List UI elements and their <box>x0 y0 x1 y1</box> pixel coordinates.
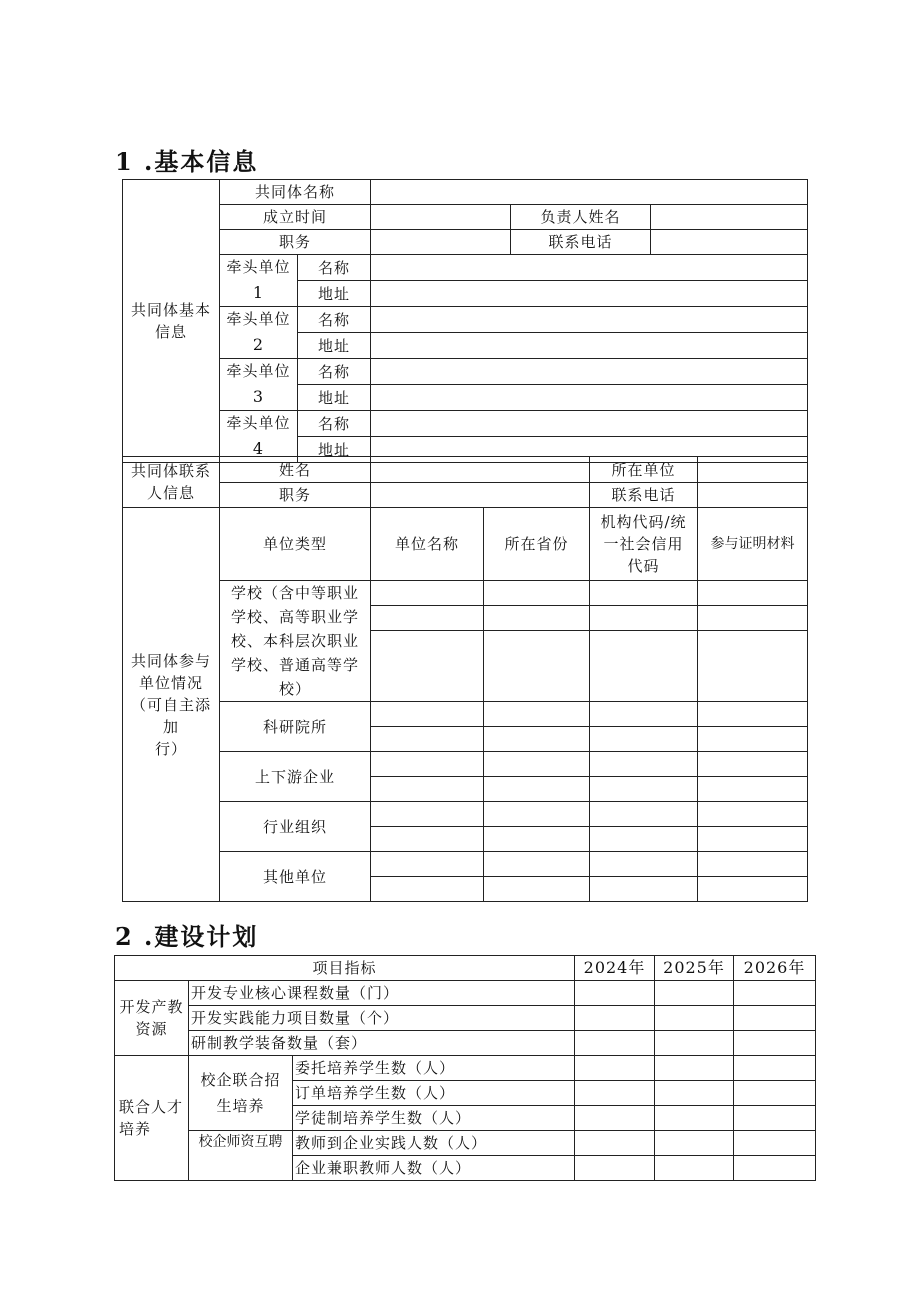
community-name-label: 共同体名称 <box>220 180 371 205</box>
lead-unit-3-address-field[interactable] <box>371 385 808 411</box>
lead-unit-4-name-label: 名称 <box>298 411 371 437</box>
table-cell[interactable] <box>371 827 484 852</box>
table-cell[interactable] <box>575 1056 655 1081</box>
table-cell[interactable] <box>698 802 808 827</box>
indicator-core-courses: 开发专业核心课程数量（门） <box>189 981 575 1006</box>
construction-plan-table <box>114 955 816 1181</box>
contact-phone-field[interactable] <box>651 230 808 255</box>
section1-heading: 1 .基本信息 <box>115 147 259 176</box>
contact-phone2-label: 联系电话 <box>590 483 698 508</box>
year-2026: 2026年 <box>734 956 816 981</box>
contact-name-label: 姓名 <box>220 457 371 483</box>
table-cell[interactable] <box>698 606 808 631</box>
sub-joint-enrollment: 校企联合招生培养 <box>189 1056 293 1131</box>
table-cell[interactable] <box>371 581 484 606</box>
lead-unit-4-name-field[interactable] <box>371 411 808 437</box>
indicator-order-students: 订单培养学生数（人） <box>293 1081 575 1106</box>
col-unit-type: 单位类型 <box>220 508 371 581</box>
table-cell[interactable] <box>484 777 590 802</box>
table-cell[interactable] <box>575 1156 655 1181</box>
contact-phone2-field[interactable] <box>698 483 808 508</box>
table-cell[interactable] <box>484 581 590 606</box>
indicator-practice-projects: 开发实践能力项目数量（个） <box>189 1006 575 1031</box>
lead-unit-4-label: 牵头单位 4 <box>220 411 298 463</box>
table-cell[interactable] <box>371 852 484 877</box>
table-cell[interactable] <box>484 827 590 852</box>
unit-type-research: 科研院所 <box>220 702 371 752</box>
table-cell[interactable] <box>734 1006 816 1031</box>
basic-info-table <box>122 179 808 463</box>
table-cell[interactable] <box>371 877 484 902</box>
lead-unit-3-address-label: 地址 <box>298 385 371 411</box>
table-cell[interactable] <box>698 852 808 877</box>
table-cell[interactable] <box>484 727 590 752</box>
table-cell[interactable] <box>371 802 484 827</box>
established-date-label: 成立时间 <box>220 205 371 230</box>
indicator-commissioned-students: 委托培养学生数（人） <box>293 1056 575 1081</box>
table-cell[interactable] <box>698 702 808 727</box>
contact-position-label: 职务 <box>220 483 371 508</box>
table-cell[interactable] <box>590 752 698 777</box>
table-cell[interactable] <box>590 702 698 727</box>
table-cell[interactable] <box>734 981 816 1006</box>
col-province: 所在省份 <box>484 508 590 581</box>
indicator-apprentice-students: 学徒制培养学生数（人） <box>293 1106 575 1131</box>
table-cell[interactable] <box>371 702 484 727</box>
table-cell[interactable] <box>655 1131 734 1156</box>
basic-info-group-label: 共同体基本信息 <box>123 180 220 463</box>
table-cell[interactable] <box>590 727 698 752</box>
table-cell[interactable] <box>484 802 590 827</box>
table-cell[interactable] <box>734 1081 816 1106</box>
contact-position-field[interactable] <box>371 483 590 508</box>
contact-unit-field[interactable] <box>698 457 808 483</box>
table-cell[interactable] <box>590 852 698 877</box>
contact-group-label: 共同体联系人信息 <box>123 457 220 508</box>
table-cell[interactable] <box>655 1081 734 1106</box>
table-cell[interactable] <box>698 777 808 802</box>
lead-unit-3-label: 牵头单位 3 <box>220 359 298 411</box>
table-cell[interactable] <box>371 606 484 631</box>
table-cell[interactable] <box>698 631 808 702</box>
year-2024: 2024年 <box>575 956 655 981</box>
table-cell[interactable] <box>590 581 698 606</box>
lead-unit-1-name-field[interactable] <box>371 255 808 281</box>
table-cell[interactable] <box>734 1156 816 1181</box>
col-credit-code: 机构代码/统一社会信用代码 <box>590 508 698 581</box>
table-cell[interactable] <box>698 877 808 902</box>
table-cell[interactable] <box>655 981 734 1006</box>
table-cell[interactable] <box>484 852 590 877</box>
lead-unit-2-name-field[interactable] <box>371 307 808 333</box>
participant-group-label: 共同体参与单位情况（可自主添加 行） <box>123 508 220 902</box>
table-cell[interactable] <box>590 802 698 827</box>
table-cell[interactable] <box>698 727 808 752</box>
lead-unit-2-address-field[interactable] <box>371 333 808 359</box>
contact-participant-table <box>122 456 808 902</box>
group-teaching-resources: 开发产教资源 <box>115 981 189 1056</box>
lead-unit-3-name-label: 名称 <box>298 359 371 385</box>
table-cell[interactable] <box>655 1006 734 1031</box>
contact-name-field[interactable] <box>371 457 590 483</box>
table-cell[interactable] <box>734 1031 816 1056</box>
contact-phone-label: 联系电话 <box>511 230 651 255</box>
table-cell[interactable] <box>590 777 698 802</box>
table-cell[interactable] <box>590 827 698 852</box>
unit-type-enterprise: 上下游企业 <box>220 752 371 802</box>
table-cell[interactable] <box>484 877 590 902</box>
unit-type-other: 其他单位 <box>220 852 371 902</box>
unit-type-industry-org: 行业组织 <box>220 802 371 852</box>
lead-unit-1-label: 牵头单位 1 <box>220 255 298 307</box>
table-cell[interactable] <box>575 1081 655 1106</box>
group-talent-cultivation: 联合人才培养 <box>115 1056 189 1181</box>
leader-name-label: 负责人姓名 <box>511 205 651 230</box>
unit-type-school: 学校（含中等职业学校、高等职业学校、本科层次职业学校、普通高等学校） <box>220 581 371 702</box>
indicator-header: 项目指标 <box>115 956 575 981</box>
lead-unit-2-label: 牵头单位 2 <box>220 307 298 359</box>
table-cell[interactable] <box>575 1031 655 1056</box>
table-cell[interactable] <box>484 606 590 631</box>
lead-unit-3-name-field[interactable] <box>371 359 808 385</box>
col-proof: 参与证明材料 <box>698 508 808 581</box>
contact-unit-label: 所在单位 <box>590 457 698 483</box>
leader-name-field[interactable] <box>651 205 808 230</box>
table-cell[interactable] <box>734 1106 816 1131</box>
table-cell[interactable] <box>590 606 698 631</box>
indicator-teaching-equipment: 研制教学装备数量（套） <box>189 1031 575 1056</box>
col-unit-name: 单位名称 <box>371 508 484 581</box>
indicator-part-time-teachers: 企业兼职教师人数（人） <box>293 1156 575 1181</box>
table-cell[interactable] <box>734 1056 816 1081</box>
table-cell[interactable] <box>484 702 590 727</box>
established-date-field[interactable] <box>371 205 511 230</box>
table-cell[interactable] <box>698 752 808 777</box>
table-cell[interactable] <box>484 752 590 777</box>
table-cell[interactable] <box>371 727 484 752</box>
table-cell[interactable] <box>575 1006 655 1031</box>
lead-unit-1-address-field[interactable] <box>371 281 808 307</box>
table-cell[interactable] <box>655 1106 734 1131</box>
lead-unit-2-address-label: 地址 <box>298 333 371 359</box>
table-cell[interactable] <box>371 777 484 802</box>
table-cell[interactable] <box>371 631 484 702</box>
table-cell[interactable] <box>655 1056 734 1081</box>
lead-unit-1-name-label: 名称 <box>298 255 371 281</box>
table-cell[interactable] <box>590 631 698 702</box>
table-cell[interactable] <box>575 1131 655 1156</box>
table-cell[interactable] <box>484 631 590 702</box>
indicator-teacher-practice: 教师到企业实践人数（人） <box>293 1131 575 1156</box>
lead-unit-2-name-label: 名称 <box>298 307 371 333</box>
position-label: 职务 <box>220 230 371 255</box>
lead-unit-4-address-label: 地址 <box>298 437 371 463</box>
sub-mutual-hiring: 校企师资互聘 <box>189 1131 293 1181</box>
community-name-field[interactable] <box>371 180 808 205</box>
table-cell[interactable] <box>371 752 484 777</box>
table-cell[interactable] <box>590 877 698 902</box>
section2-heading: 2 .建设计划 <box>115 922 259 951</box>
table-cell[interactable] <box>698 827 808 852</box>
table-cell[interactable] <box>575 1106 655 1131</box>
table-cell[interactable] <box>655 1031 734 1056</box>
table-cell[interactable] <box>575 981 655 1006</box>
position-field[interactable] <box>371 230 511 255</box>
lead-unit-1-address-label: 地址 <box>298 281 371 307</box>
table-cell[interactable] <box>734 1131 816 1156</box>
table-cell[interactable] <box>698 581 808 606</box>
year-2025: 2025年 <box>655 956 734 981</box>
table-cell[interactable] <box>655 1156 734 1181</box>
